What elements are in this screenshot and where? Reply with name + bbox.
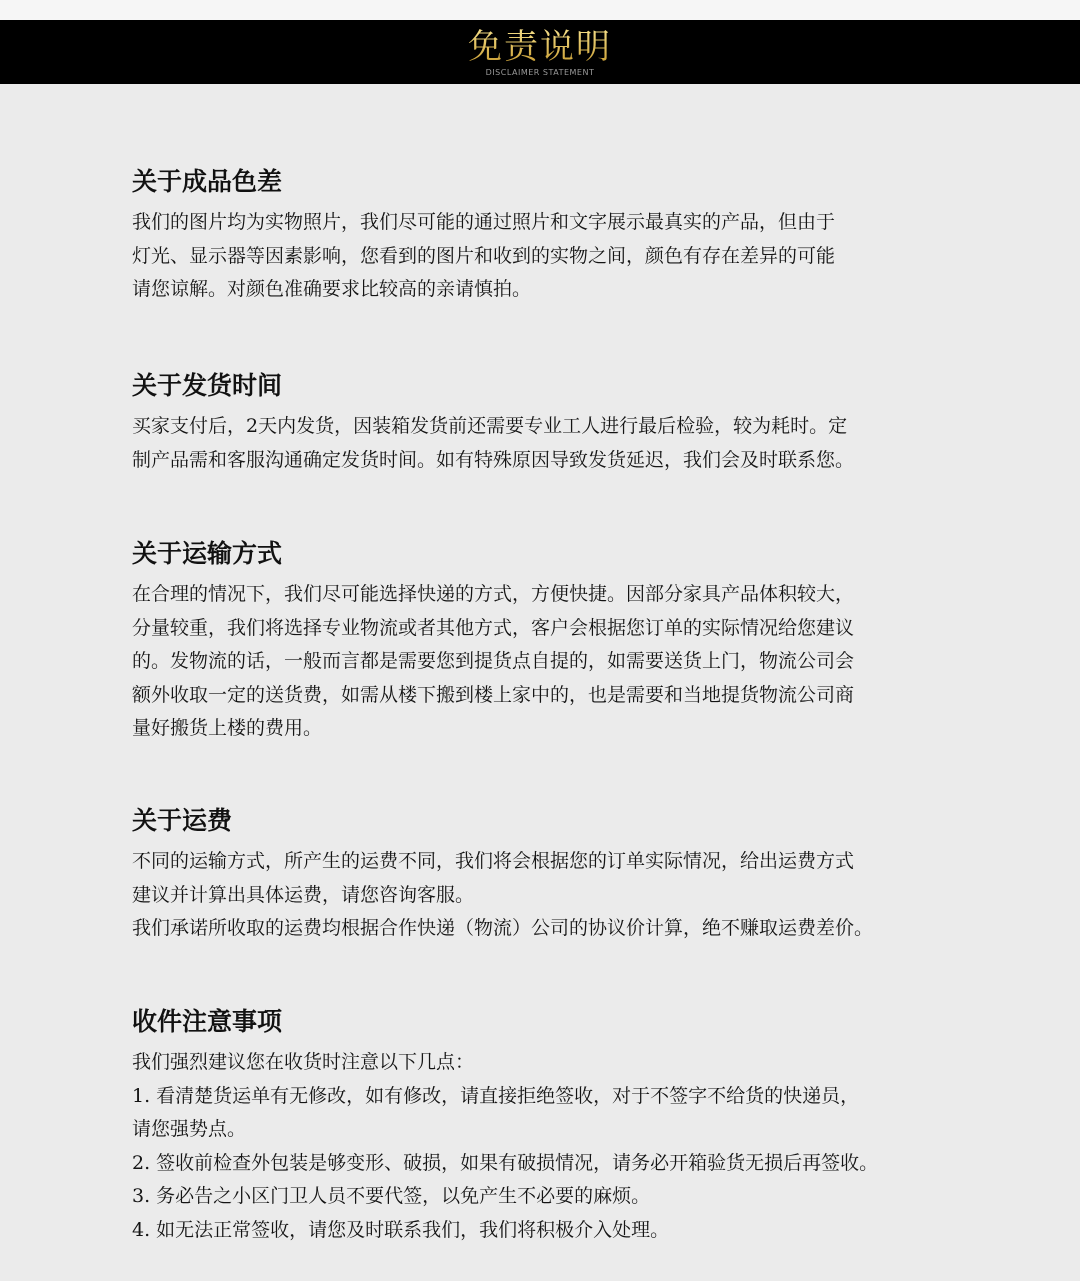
page-subtitle: DISCLAIMER STATEMENT: [485, 67, 595, 77]
section-transport-method: [132, 538, 972, 746]
section-body: [132, 845, 972, 946]
section-line: 4. 如无法正常签收，请您及时联系我们，我们将积极介入处理。: [132, 1218, 670, 1241]
section-line: 1. 看清楚货运单有无修改，如有修改，请直接拒绝签收，对于不签字不给货的快递员，: [132, 1084, 860, 1107]
section-line: 分量较重，我们将选择专业物流或者其他方式，客户会根据您订单的实际情况给您建议: [132, 616, 855, 639]
page-title: 免责说明: [468, 26, 612, 67]
section-line: 我们承诺所收取的运费均根据合作快递（物流）公司的协议价计算，绝不赚取运费差价。: [132, 917, 874, 939]
section-heading: 收件注意事项: [132, 1007, 283, 1036]
section-line: 2. 签收前检查外包装是够变形、破损，如果有破损情况，请务必开箱验货无损后再签收。: [132, 1151, 879, 1174]
section-line: 3. 务必告之小区门卫人员不要代签，以免产生不必要的麻烦。: [132, 1185, 651, 1207]
section-heading: 关于成品色差: [132, 167, 283, 196]
section-line: 请您谅解。对颜色准确要求比较高的亲请慎拍。: [132, 278, 532, 300]
section-shipping-fee: [132, 805, 972, 946]
section-receiving-notes: [132, 1006, 972, 1247]
section-line: 我们的图片均为实物照片，我们尽可能的通过照片和文字展示最真实的产品，但由于: [132, 211, 836, 233]
section-line: 在合理的情况下，我们尽可能选择快递的方式，方便快捷。因部分家具产品体积较大，: [132, 583, 855, 605]
disclaimer-content: [0, 84, 1080, 1281]
section-body: [132, 578, 972, 746]
section-line: 额外收取一定的送货费，如需从楼下搬到楼上家中的，也是需要和当地提货物流公司商: [132, 683, 855, 706]
section-heading: 关于运输方式: [132, 539, 283, 568]
section-line: 灯光、显示器等因素影响，您看到的图片和收到的实物之间，颜色有存在差异的可能: [132, 244, 836, 267]
section-heading: 关于发货时间: [132, 371, 283, 400]
section-body: [132, 1046, 972, 1247]
section-line: 的。发物流的话，一般而言都是需要您到提货点自提的，如需要送货上门，物流公司会: [132, 650, 855, 672]
section-line: 不同的运输方式，所产生的运费不同，我们将会根据您的订单实际情况，给出运费方式: [132, 850, 855, 872]
section-heading: 关于运费: [132, 806, 233, 835]
section-line: 我们强烈建议您在收货时注意以下几点：: [132, 1051, 475, 1073]
top-strip: [0, 0, 1080, 20]
section-line: 制产品需和客服沟通确定发货时间。如有特殊原因导致发货延迟，我们会及时联系您。: [132, 448, 855, 471]
section-line: 请您强势点。: [132, 1118, 247, 1140]
section-color-difference: [132, 166, 972, 307]
section-line: 建议并计算出具体运费，请您咨询客服。: [132, 883, 475, 906]
section-body: [132, 206, 972, 307]
section-body: [132, 410, 972, 477]
header-banner: [0, 20, 1080, 84]
section-line: 买家支付后，2天内发货，因装箱发货前还需要专业工人进行最后检验，较为耗时。定: [132, 415, 848, 437]
section-line: 量好搬货上楼的费用。: [132, 717, 323, 739]
section-shipping-time: [132, 370, 972, 477]
